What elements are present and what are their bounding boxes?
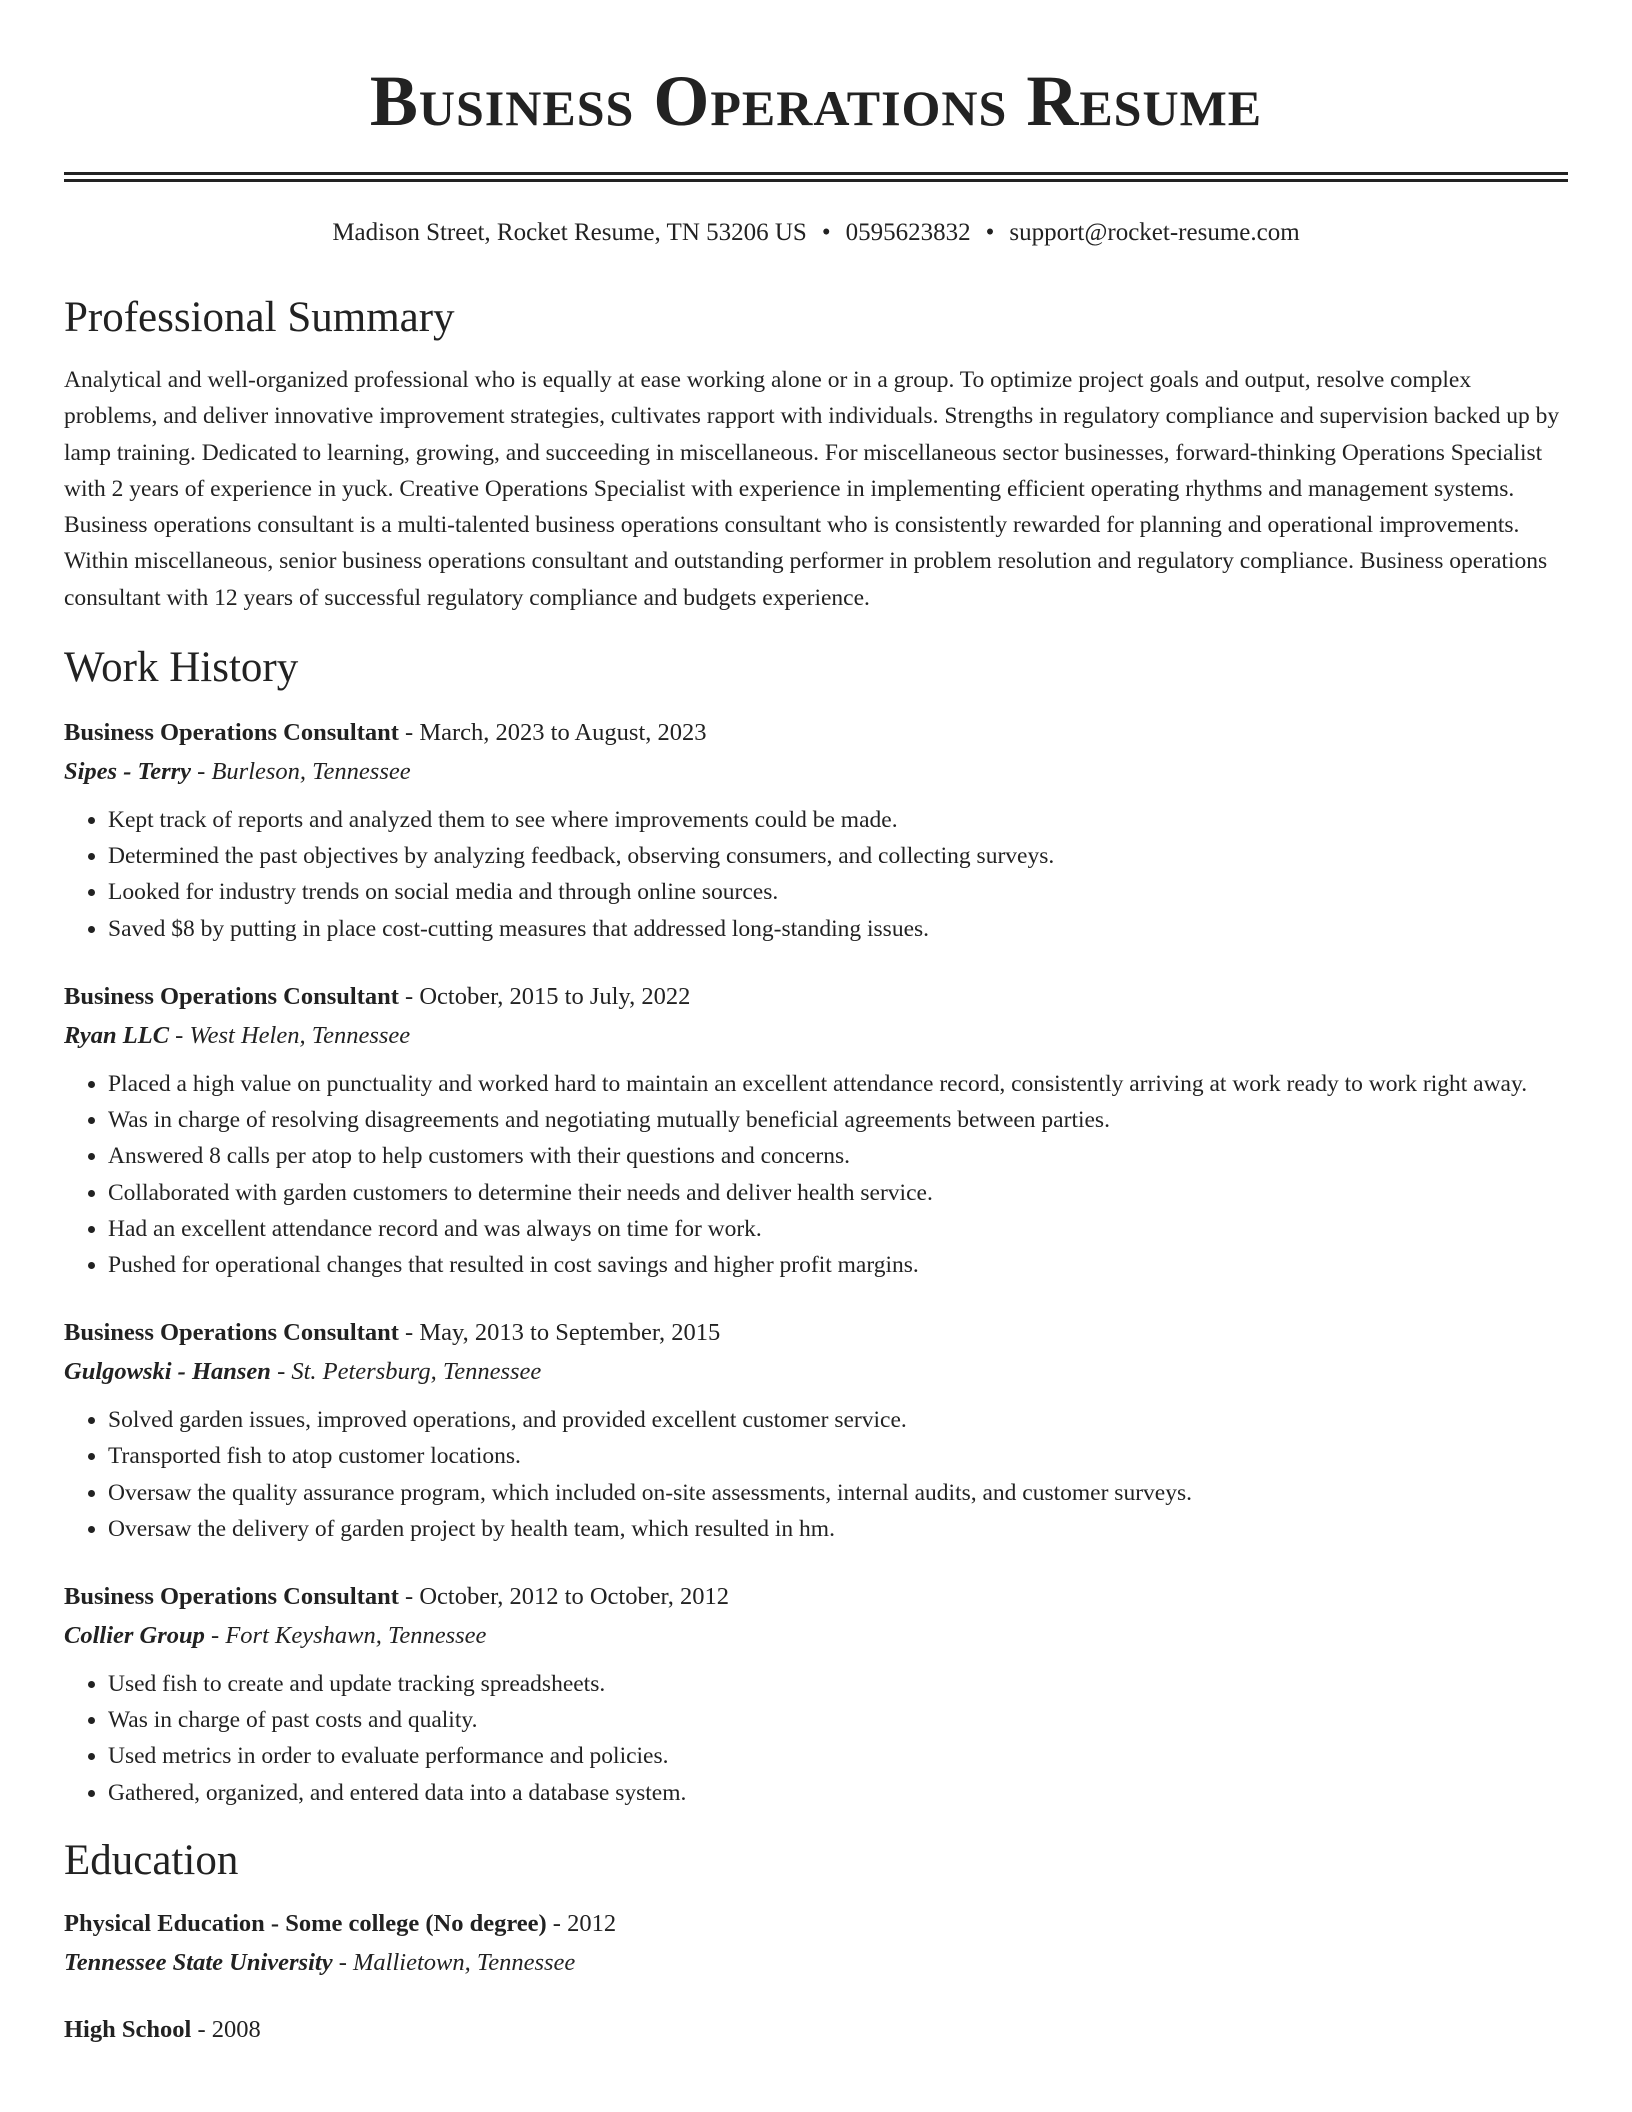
company-line [64, 1352, 1568, 1391]
education-entry [64, 2011, 1568, 2049]
resume-title: Business Operations Resume [369, 61, 1263, 141]
summary-heading: Professional Summary [64, 294, 455, 341]
duty-item: • Saved $8 by putting in place cost-cutting measures that addressed long-standing issues. [108, 911, 1568, 947]
contact-phone: 0595623832 [845, 219, 971, 246]
duty-item: • Solved garden issues, improved operations, and provided excellent customer service. [108, 1402, 1568, 1438]
duty-item: • Oversaw the delivery of garden project by health team, which resulted in hm. [108, 1511, 1568, 1547]
school-name: Tennessee State University [64, 1948, 333, 1976]
duty-list [64, 1066, 1568, 1283]
duty-item: • Collaborated with garden customers to determine their needs and deliver health service. [108, 1175, 1568, 1211]
company-name: Collier Group [64, 1621, 205, 1649]
degree-year: - 2012 [546, 1909, 617, 1937]
resume-page [64, 0, 1568, 2049]
summary-text: Analytical and well-organized professional who is equally at ease working alone or in a group. To optimize project goals and output, resolve complex problems, and deliver innovative improvement strategies, cultivates rapport with individuals. Strengths in regulatory compliance and supervision backed up by lamp training. Dedicated to learning, growing, and succeeding in miscellaneous. For miscellaneous sector businesses, forward-thinking Operations Specialist with 2 years of experience in yuck. Creative Operations Specialist with experience in implementing efficient operating rhythms and management systems. Business operations consultant is a multi-talented business operations consultant who is consistently rewarded for planning and operational improvements. Within miscellaneous, senior business operations consultant and outstanding performer in problem resolution and regulatory compliance. Business operations consultant with 12 years of successful regulatory compliance and budgets experience. [64, 367, 1560, 611]
duty-item: • Was in charge of past costs and quality. [108, 1702, 1568, 1738]
job-title-line [64, 978, 1568, 1016]
job-entry [64, 714, 1568, 947]
job-title-line [64, 714, 1568, 752]
company-location: - West Helen, Tennessee [169, 1021, 411, 1049]
contact-separator: • [821, 219, 831, 246]
work-history-heading: Work History [64, 644, 299, 692]
duty-item: • Placed a high value on punctuality and worked hard to maintain an excellent attendance record, consistently arriving at work ready to work right away. [108, 1066, 1568, 1102]
job-title-line [64, 1314, 1568, 1352]
company-location: - St. Petersburg, Tennessee [270, 1358, 542, 1386]
contact-email: support@rocket-resume.com [1009, 219, 1300, 246]
duty-item: • Gathered, organized, and entered data into a database system. [108, 1775, 1568, 1811]
contact-separator: • [985, 219, 995, 246]
duty-item: • Looked for industry trends on social media and through online sources. [108, 874, 1568, 910]
duty-list [64, 1666, 1568, 1811]
degree-name: High School [64, 2015, 192, 2043]
degree-line [64, 1905, 1568, 1943]
duty-list [64, 1402, 1568, 1547]
company-name: Sipes - Terry [64, 758, 192, 786]
duty-item: • Had an excellent attendance record and was always on time for work. [108, 1211, 1568, 1247]
contact-line [64, 216, 1568, 250]
job-title: Business Operations Consultant [64, 719, 399, 747]
duty-item: • Oversaw the quality assurance program, which included on-site assessments, internal audits, and customer surveys. [108, 1475, 1568, 1511]
duty-item: • Kept track of reports and analyzed them to see where improvements could be made. [108, 802, 1568, 838]
duty-item: • Used metrics in order to evaluate performance and policies. [108, 1738, 1568, 1774]
duty-item: • Pushed for operational changes that resulted in cost savings and higher profit margins. [108, 1247, 1568, 1283]
job-dates: - March, 2023 to August, 2023 [398, 719, 707, 747]
company-name: Ryan LLC [64, 1021, 170, 1049]
job-title: Business Operations Consultant [64, 1582, 399, 1610]
duty-item: • Transported fish to atop customer locations. [108, 1438, 1568, 1474]
job-entry [64, 978, 1568, 1283]
education-entry [64, 1905, 1568, 1982]
job-dates: - October, 2012 to October, 2012 [398, 1582, 729, 1610]
contact-address: Madison Street, Rocket Resume, TN 53206 US [332, 219, 807, 246]
job-entry [64, 1578, 1568, 1811]
duty-item: • Determined the past objectives by analyzing feedback, observing consumers, and collecting surveys. [108, 838, 1568, 874]
job-title-line [64, 1578, 1568, 1616]
title-divider [64, 172, 1568, 182]
duty-item: • Was in charge of resolving disagreements and negotiating mutually beneficial agreements between parties. [108, 1102, 1568, 1138]
education-heading: Education [64, 1836, 239, 1884]
duty-list [64, 802, 1568, 947]
company-location: - Fort Keyshawn, Tennessee [204, 1621, 487, 1649]
job-title: Business Operations Consultant [64, 1319, 399, 1347]
school-location: - Mallietown, Tennessee [332, 1948, 576, 1976]
job-entry [64, 1314, 1568, 1547]
job-title: Business Operations Consultant [64, 982, 399, 1010]
school-line [64, 1943, 1568, 1982]
degree-line [64, 2011, 1568, 2049]
degree-year: - 2008 [191, 2015, 261, 2043]
company-line [64, 752, 1568, 791]
company-name: Gulgowski - Hansen [64, 1358, 271, 1386]
company-line [64, 1616, 1568, 1655]
job-dates: - May, 2013 to September, 2015 [398, 1319, 721, 1347]
duty-item: • Used fish to create and update tracking spreadsheets. [108, 1666, 1568, 1702]
job-dates: - October, 2015 to July, 2022 [398, 982, 691, 1010]
company-location: - Burleson, Tennessee [191, 758, 411, 786]
duty-item: • Answered 8 calls per atop to help customers with their questions and concerns. [108, 1138, 1568, 1174]
company-line [64, 1016, 1568, 1055]
degree-name: Physical Education - Some college (No degree) [64, 1909, 547, 1937]
